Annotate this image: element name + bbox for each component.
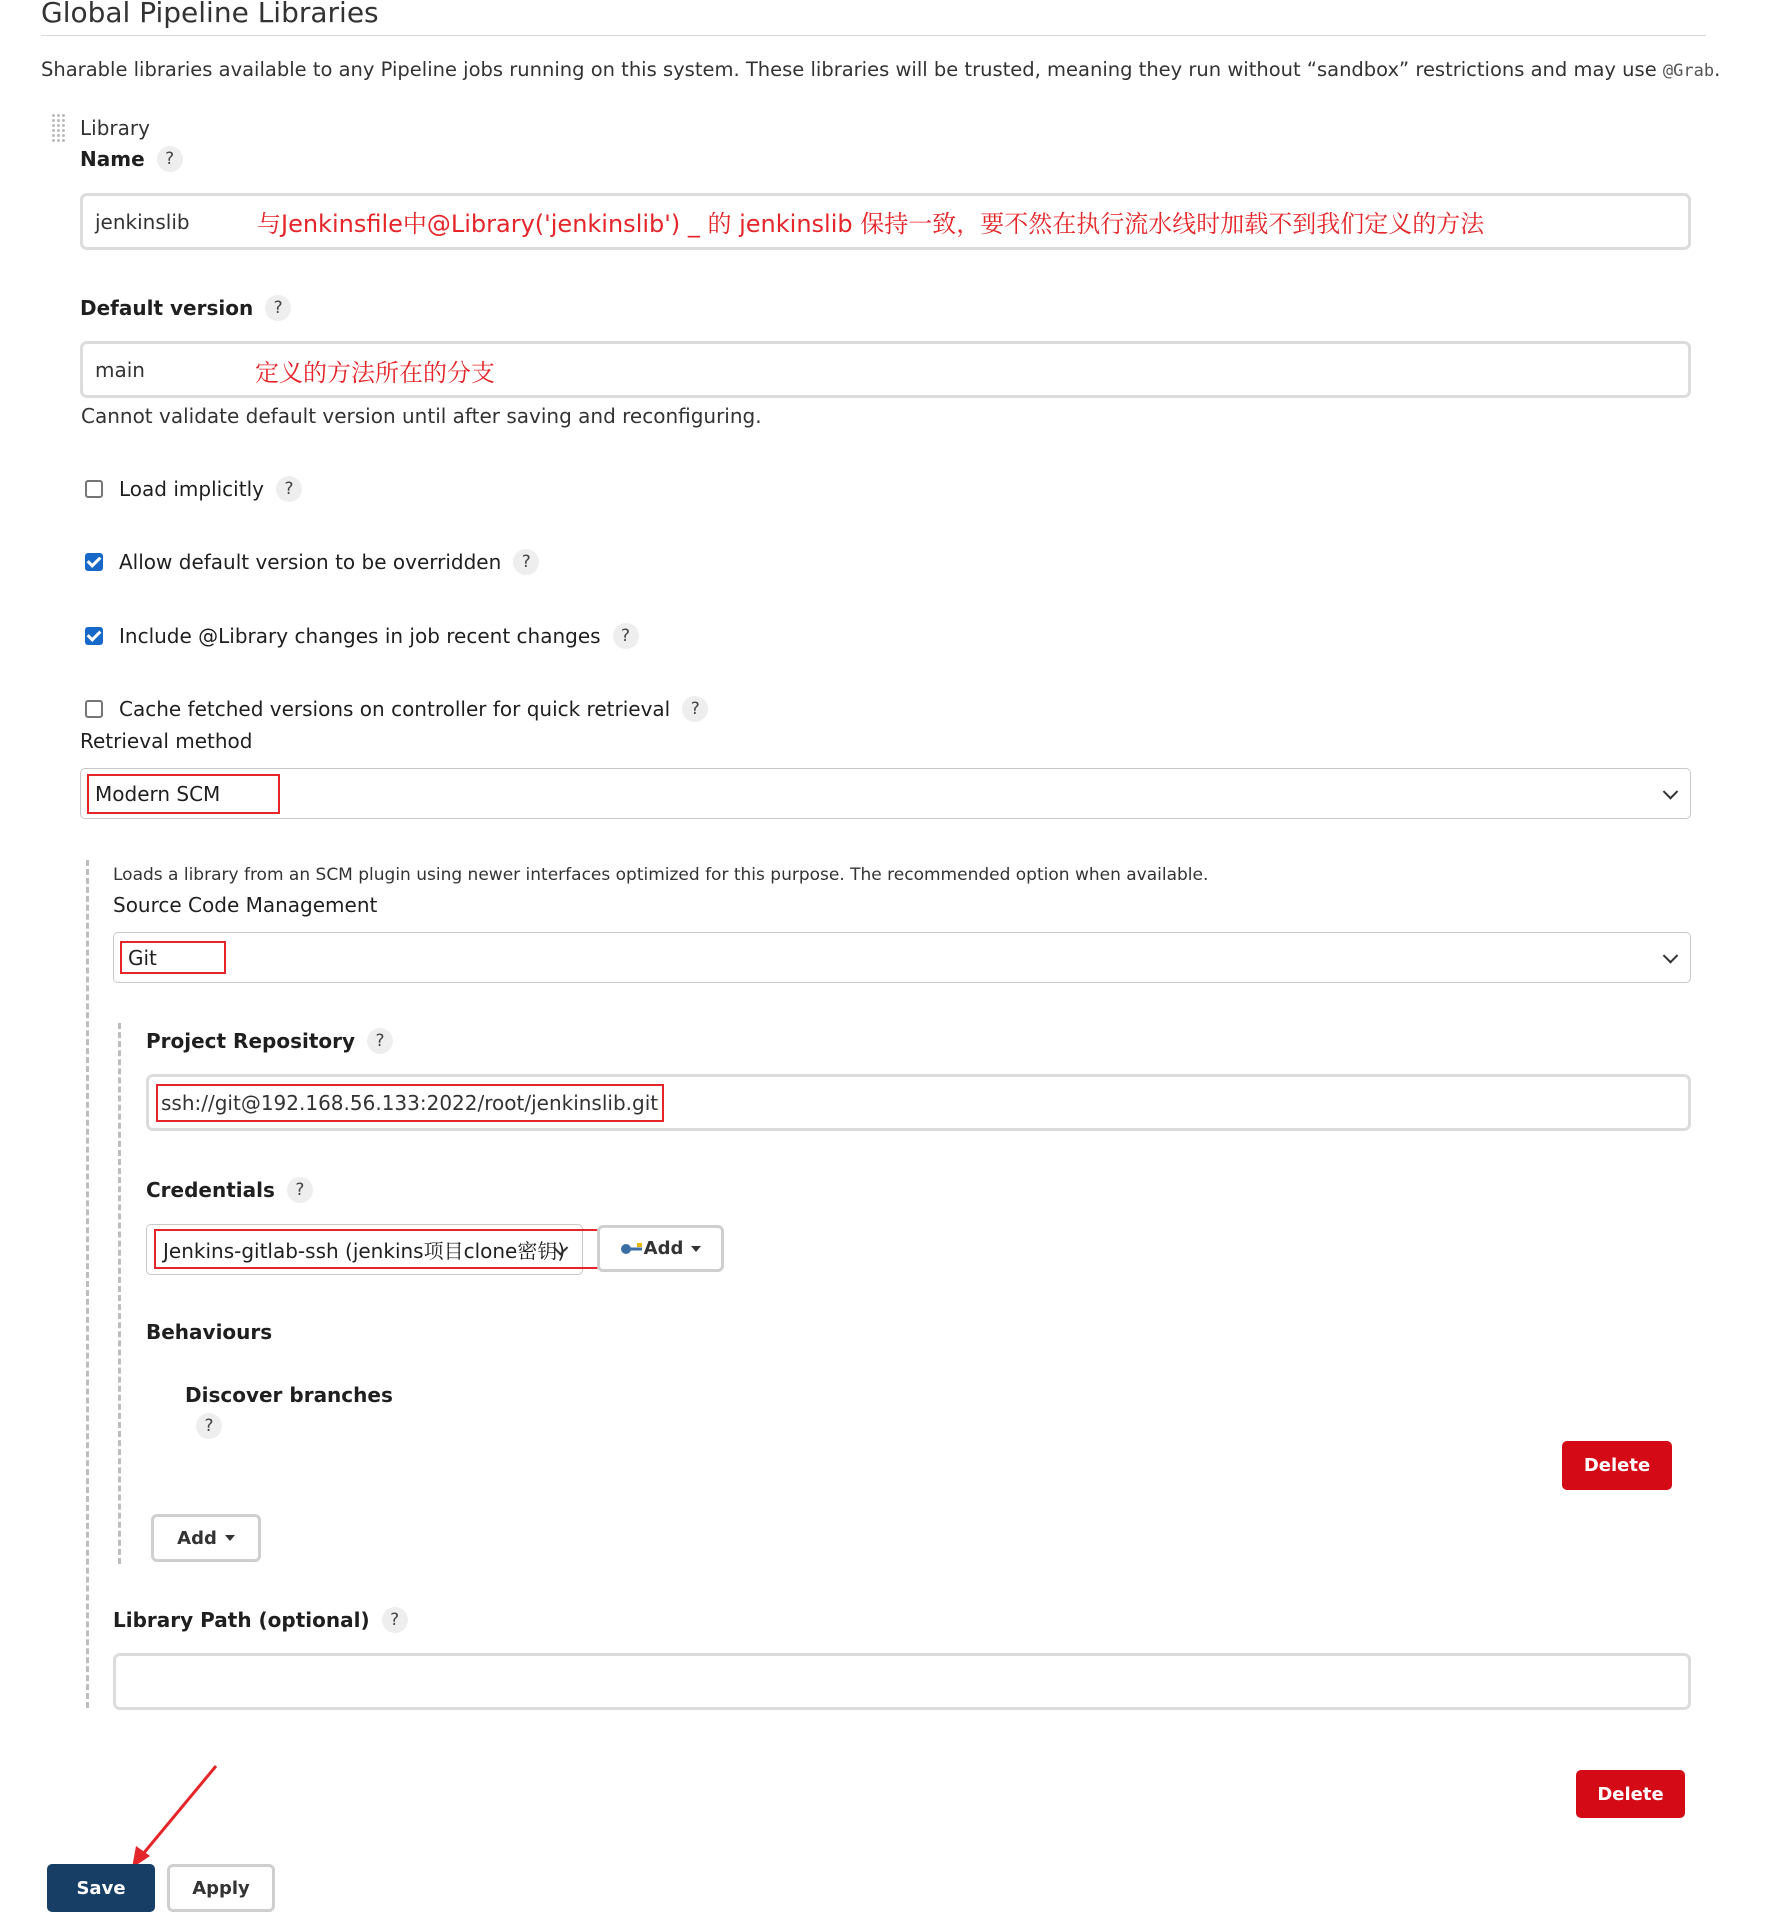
retrieval-method-value: Modern SCM <box>95 781 221 806</box>
cache-versions-checkbox-row[interactable] <box>85 696 708 722</box>
credentials-label-text: Credentials <box>146 1178 275 1202</box>
project-repository-value: ssh://git@192.168.56.133:2022/root/jenkinslib.git <box>161 1090 659 1115</box>
page-description-text: Sharable libraries available to any Pipeline jobs running on this system. These libraries will be trusted, meaning they run without “sandbox” restrictions and may use <box>41 58 1663 81</box>
credentials-highlight <box>154 1229 604 1269</box>
library-path-help-icon[interactable]: ? <box>382 1607 408 1633</box>
library-delete-button[interactable]: Delete <box>1576 1770 1685 1818</box>
page-title: Global Pipeline Libraries <box>41 0 379 29</box>
page-description <box>41 58 1720 81</box>
scm-value: Git <box>128 945 157 970</box>
default-version-annotation: 定义的方法所在的分支 <box>255 359 495 387</box>
load-implicitly-help-icon[interactable]: ? <box>276 476 302 502</box>
cache-versions-label: Cache fetched versions on controller for quick retrieval <box>119 697 671 721</box>
credentials-label <box>146 1177 313 1203</box>
project-repository-highlight <box>156 1084 664 1122</box>
name-label <box>80 146 183 172</box>
library-section-label: Library <box>80 116 150 140</box>
behaviours-add-label: Add <box>177 1527 217 1549</box>
project-repository-help-icon[interactable]: ? <box>367 1028 393 1054</box>
grab-code: @Grab <box>1662 61 1715 81</box>
name-annotation: 与Jenkinsfile中@Library('jenkinslib') _ 的 jenkinslib 保持一致，要不然在执行流水线时加载不到我们定义的方法 <box>257 210 1485 238</box>
caret-down-icon <box>691 1246 701 1252</box>
apply-button[interactable]: Apply <box>167 1864 275 1912</box>
name-label-text: Name <box>80 147 145 171</box>
include-changes-checkbox-row[interactable] <box>85 623 639 649</box>
credentials-value: Jenkins-gitlab-ssh (jenkins项目clone密钥) <box>163 1239 566 1263</box>
red-arrow-icon <box>120 1760 230 1870</box>
include-changes-checkbox[interactable] <box>85 627 103 645</box>
scm-highlight <box>120 941 226 974</box>
caret-down-icon <box>225 1535 235 1541</box>
allow-override-help-icon[interactable]: ? <box>513 549 539 575</box>
load-implicitly-label: Load implicitly <box>119 477 264 501</box>
retrieval-method-hint: Loads a library from an SCM plugin using newer interfaces optimized for this purpose. The recommended option when available. <box>113 865 1209 885</box>
default-version-label <box>80 295 291 321</box>
project-repository-label <box>146 1028 393 1054</box>
library-path-label-text: Library Path (optional) <box>113 1608 370 1632</box>
behaviour-delete-button[interactable]: Delete <box>1562 1441 1672 1490</box>
discover-branches-help-icon[interactable]: ? <box>196 1413 222 1439</box>
name-input-value: jenkinslib <box>95 209 190 234</box>
behaviours-label: Behaviours <box>146 1320 273 1344</box>
cache-versions-checkbox[interactable] <box>85 700 103 718</box>
behaviours-add-button[interactable] <box>151 1514 261 1562</box>
credentials-add-button[interactable] <box>597 1225 724 1272</box>
allow-override-checkbox[interactable] <box>85 553 103 571</box>
chevron-down-icon <box>1663 784 1679 800</box>
credentials-add-label: Add <box>643 1238 684 1259</box>
page-description-end: . <box>1714 58 1721 81</box>
allow-override-checkbox-row[interactable] <box>85 549 539 575</box>
retrieval-method-label: Retrieval method <box>80 729 253 753</box>
default-version-hint: Cannot validate default version until after saving and reconfiguring. <box>81 404 762 428</box>
git-nesting-guide <box>118 1023 121 1564</box>
cache-versions-help-icon[interactable]: ? <box>682 696 708 722</box>
default-version-input-value: main <box>95 357 145 382</box>
key-icon <box>620 1241 644 1257</box>
scm-label: Source Code Management <box>113 893 378 917</box>
include-changes-label: Include @Library changes in job recent changes <box>119 624 601 648</box>
include-changes-help-icon[interactable]: ? <box>613 623 639 649</box>
modern-scm-nesting-guide <box>86 860 89 1708</box>
load-implicitly-checkbox-row[interactable] <box>85 476 302 502</box>
drag-handle-icon[interactable] <box>51 113 67 143</box>
allow-override-label: Allow default version to be overridden <box>119 550 502 574</box>
load-implicitly-checkbox[interactable] <box>85 480 103 498</box>
library-path-label <box>113 1607 408 1633</box>
library-path-input[interactable] <box>113 1653 1691 1710</box>
discover-branches-label: Discover branches <box>185 1383 393 1407</box>
name-help-icon[interactable]: ? <box>157 146 183 172</box>
default-version-help-icon[interactable]: ? <box>265 295 291 321</box>
discover-branches-help-wrapper <box>196 1413 222 1439</box>
scm-select[interactable] <box>113 932 1691 983</box>
retrieval-method-select[interactable] <box>80 768 1691 819</box>
save-button[interactable]: Save <box>47 1864 155 1912</box>
default-version-label-text: Default version <box>80 296 254 320</box>
retrieval-method-highlight <box>87 774 280 814</box>
chevron-down-icon <box>1663 948 1679 964</box>
title-divider <box>41 35 1706 36</box>
project-repository-label-text: Project Repository <box>146 1029 356 1053</box>
credentials-help-icon[interactable]: ? <box>287 1177 313 1203</box>
